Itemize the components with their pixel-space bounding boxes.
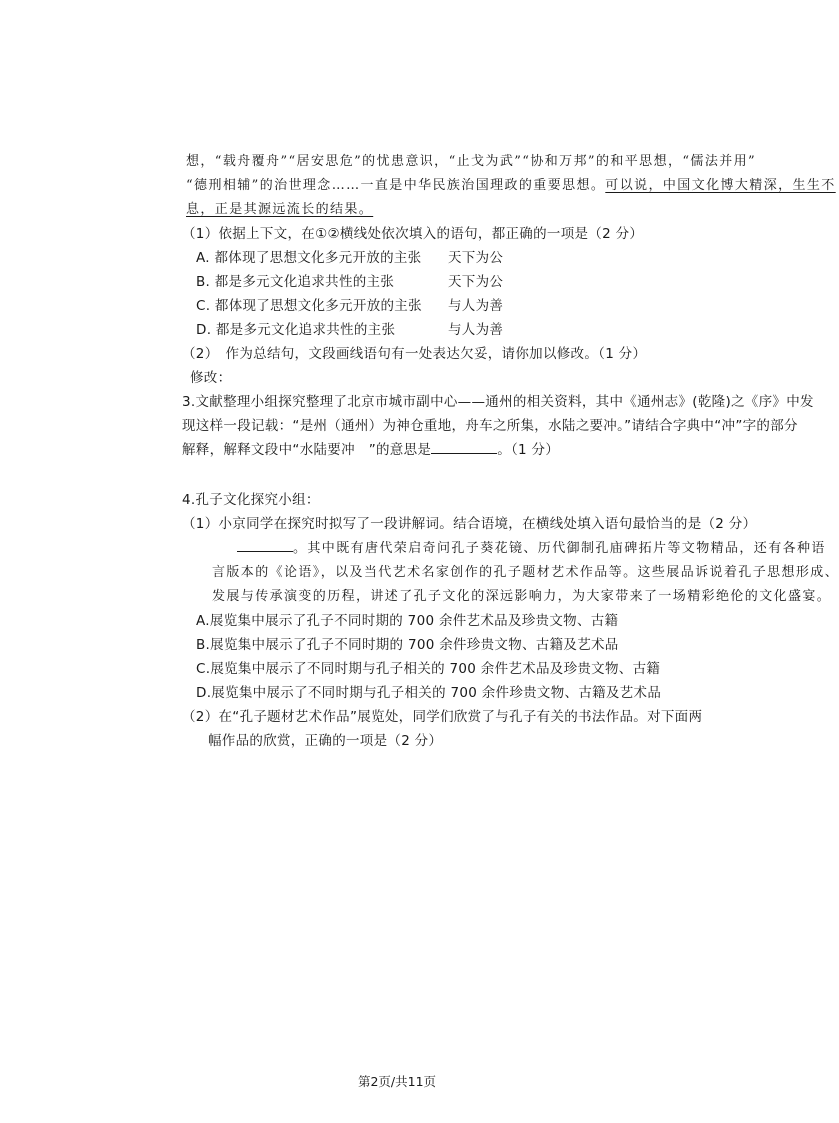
q1-stem: （1）依据上下文，在①②横线处依次填入的语句，都正确的一项是（2 分） bbox=[182, 226, 644, 242]
q4-sub1-option-b: B.展览集中展示了孔子不同时期的 700 余件珍贵文物、古籍及艺术品 bbox=[196, 637, 619, 653]
q1-option-c-text: C. 都体现了思想文化多元开放的主张 bbox=[196, 298, 422, 314]
q1-option-a-text: A. 都体现了思想文化多元开放的主张 bbox=[196, 250, 422, 266]
passage-line-1: 想，“载舟覆舟”“居安思危”的忧患意识，“止戈为武”“协和万邦”的和平思想，“儒法并用” bbox=[186, 154, 757, 169]
q4-title: 4.孔子文化探究小组： bbox=[182, 492, 320, 508]
q4-sub1-stem: （1）小京同学在探究时拟写了一段讲解词。结合语境，在横线处填入语句最恰当的是（2 分） bbox=[182, 516, 757, 532]
q1-option-c bbox=[196, 294, 422, 314]
q1-option-a-col2: 天下为公 bbox=[448, 250, 504, 266]
q4-sub1-para-line-1 bbox=[237, 537, 826, 556]
q4-sub1-option-a: A.展览集中展示了孔子不同时期的 700 余件艺术品及珍贵文物、古籍 bbox=[196, 613, 619, 629]
q3-line-3 bbox=[182, 438, 559, 458]
q1-option-d-col2: 与人为善 bbox=[448, 322, 504, 338]
q1-option-b-text: B. 都是多元文化追求共性的主张 bbox=[196, 274, 395, 290]
q4-sub2-line-2: 幅作品的欣赏，正确的一项是（2 分） bbox=[208, 733, 443, 749]
q3-line-3-text: 解释，解释文段中“水陆要冲 ”的意思是 bbox=[182, 442, 432, 458]
q4-sub1-fill-blank[interactable] bbox=[237, 539, 293, 552]
passage-line-2 bbox=[186, 174, 836, 193]
q1-option-a bbox=[196, 246, 421, 266]
q3-line-1: 3.文献整理小组探究整理了北京市城市副中心——通州的相关资料，其中《通州志》(乾隆)之《序》中发 bbox=[182, 394, 814, 410]
q2-answer-label: 修改： bbox=[190, 370, 232, 386]
underlined-summary-sentence-part-1: 可以说，中国文化博大精深，生生不 bbox=[605, 178, 836, 193]
q2-stem: （2） 作为总结句，文段画线语句有一处表达欠妥，请你加以修改。（1 分） bbox=[182, 346, 647, 362]
q4-sub1-para-line-1-text: 。其中既有唐代荣启奇问孔子葵花镜、历代御制孔庙碑拓片等文物精品，还有各种语 bbox=[293, 541, 826, 556]
q1-option-d-text: D. 都是多元文化追求共性的主张 bbox=[196, 322, 396, 338]
q4-sub2-line-1: （2）在“孔子题材艺术作品”展览处，同学们欣赏了与孔子有关的书法作品。对下面两 bbox=[182, 709, 703, 725]
underlined-summary-sentence-part-2: 息，正是其源远流长的结果。 bbox=[186, 202, 374, 217]
q4-sub1-option-c: C.展览集中展示了不同时期与孔子相关的 700 余件艺术品及珍贵文物、古籍 bbox=[196, 661, 661, 677]
q4-sub1-para-line-2: 言版本的《论语》，以及当代艺术名家创作的孔子题材艺术作品等。这些展品诉说着孔子思想形成、 bbox=[212, 565, 839, 580]
q1-option-c-col2: 与人为善 bbox=[448, 298, 504, 314]
q3-line-2: 现这样一段记载：“是州（通州）为神仓重地，舟车之所集，水陆之要冲。”请结合字典中“冲”字的部分 bbox=[182, 418, 798, 434]
q4-sub1-option-d: D.展览集中展示了不同时期与孔子相关的 700 余件珍贵文物、古籍及艺术品 bbox=[196, 685, 662, 701]
q3-line-3-score: 。（1 分） bbox=[497, 442, 560, 458]
q3-answer-blank[interactable] bbox=[431, 441, 497, 454]
q1-option-b bbox=[196, 270, 394, 290]
passage-line-2-plain: “德刑相辅”的治世理念……一直是中华民族治国理政的重要思想。 bbox=[186, 178, 606, 193]
page-number: 第2页/共11页 bbox=[357, 1074, 437, 1089]
q1-option-b-col2: 天下为公 bbox=[448, 274, 504, 290]
q4-sub1-para-line-3: 发展与传承演变的历程，讲述了孔子文化的深远影响力，为大家带来了一场精彩绝伦的文化盛宴。 bbox=[212, 589, 832, 604]
q1-option-d bbox=[196, 318, 395, 338]
